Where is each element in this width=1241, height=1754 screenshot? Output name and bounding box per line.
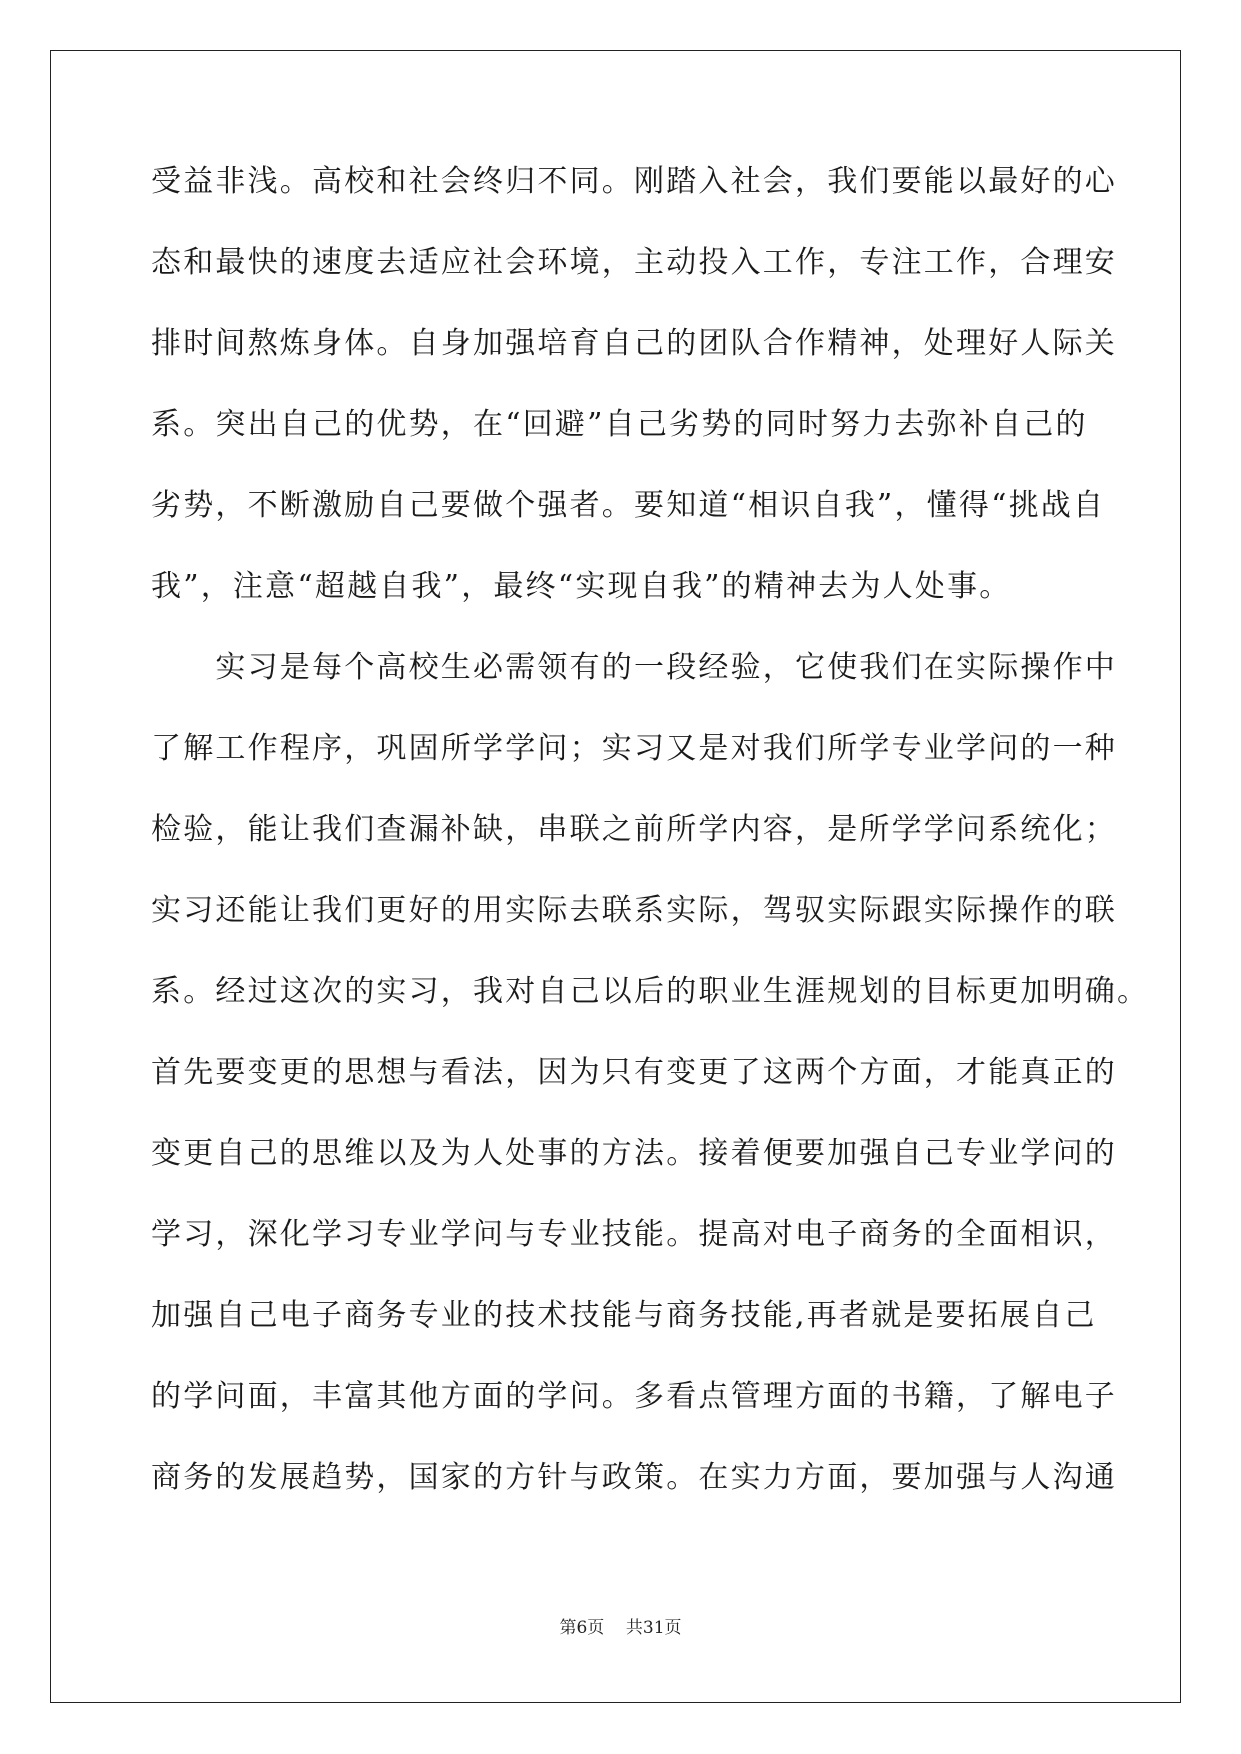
document-body xyxy=(151,162,1150,1539)
text-line: 商务的发展趋势，国家的方针与政策。在实力方面，要加强与人沟通 xyxy=(151,1460,1117,1495)
text-line: 实习是每个高校生必需领有的一段经验，它使我们在实际操作中 xyxy=(151,650,1117,685)
text-line: 了解工作程序，巩固所学学问；实习又是对我们所学专业学问的一种 xyxy=(151,731,1117,766)
text-line: 检验，能让我们查漏补缺，串联之前所学内容，是所学学问系统化； xyxy=(151,812,1117,847)
page-footer xyxy=(0,1613,1241,1638)
text-line: 我”，注意“超越自我”，最终“实现自我”的精神去为人处事。 xyxy=(151,569,1012,604)
text-line: 排时间熬炼身体。自身加强培育自己的团队合作精神，处理好人际关 xyxy=(151,326,1117,361)
text-line: 受益非浅。高校和社会终归不同。刚踏入社会，我们要能以最好的心 xyxy=(151,164,1117,199)
text-line: 态和最快的速度去适应社会环境，主动投入工作，专注工作，合理安 xyxy=(151,245,1117,280)
text-line: 加强自己电子商务专业的技术技能与商务技能,再者就是要拓展自己 xyxy=(151,1298,1097,1333)
text-line: 系。突出自己的优势，在“回避”自己劣势的同时努力去弥补自己的 xyxy=(151,407,1088,442)
page-total: 共31页 xyxy=(625,1618,682,1638)
page-number: 第6页 xyxy=(559,1618,605,1638)
text-line: 学习，深化学习专业学问与专业技能。提高对电子商务的全面相识， xyxy=(151,1217,1117,1252)
text-line: 的学问面，丰富其他方面的学问。多看点管理方面的书籍，了解电子 xyxy=(151,1379,1117,1414)
text-line: 变更自己的思维以及为人处事的方法。接着便要加强自己专业学问的 xyxy=(151,1136,1117,1171)
text-line: 实习还能让我们更好的用实际去联系实际，驾驭实际跟实际操作的联 xyxy=(151,893,1117,928)
text-line: 系。经过这次的实习，我对自己以后的职业生涯规划的目标更加明确。 xyxy=(151,974,1150,1009)
text-line: 首先要变更的思想与看法，因为只有变更了这两个方面，才能真正的 xyxy=(151,1055,1117,1090)
text-line: 劣势，不断激励自己要做个强者。要知道“相识自我”，懂得“挑战自 xyxy=(151,488,1106,523)
